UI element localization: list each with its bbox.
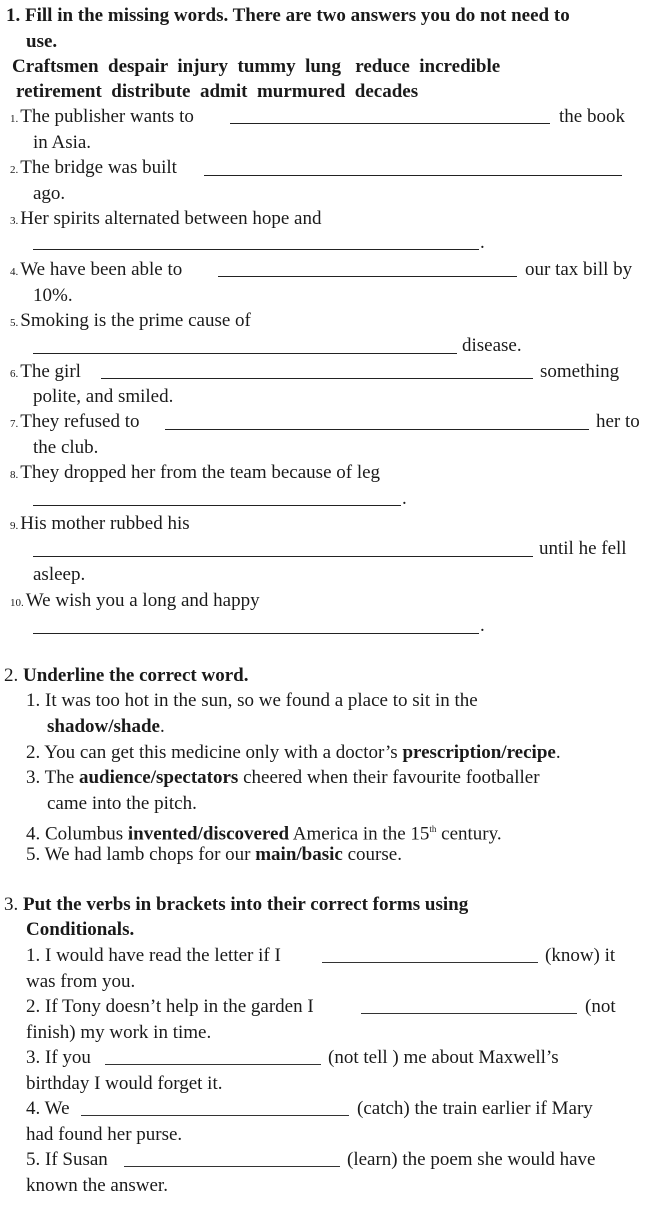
s1-item-3: 3. Her spirits alternated between hope and — [10, 208, 322, 229]
s1-item-5: 5. Smoking is the prime cause of — [10, 310, 251, 331]
s3-item-3-cont: birthday I would forget it. — [26, 1073, 223, 1094]
s3-item-5: 5. If Susan — [26, 1149, 108, 1170]
s1-item-9: 9. His mother rubbed his — [10, 513, 190, 534]
s1-item-5-after: disease. — [462, 335, 522, 356]
s3-item-3-hint: (not tell ) me about Maxwell’s — [328, 1047, 559, 1068]
s3-item-5-hint: (learn) the poem she would have — [347, 1149, 596, 1170]
s1-item-4-after: our tax bill by — [525, 259, 633, 280]
s1-item-6-after: something — [540, 361, 620, 382]
s1-item-7-blank[interactable] — [165, 429, 589, 430]
s3-item-4-hint: (catch) the train earlier if Mary — [357, 1098, 593, 1119]
s1-item-6-blank[interactable] — [101, 378, 533, 379]
s1-item-5-blank[interactable] — [33, 353, 457, 354]
s1-item-2: 2. The bridge was built — [10, 157, 177, 178]
s2-item-1: 1. It was too hot in the sun, so we found a place to sit in the — [26, 690, 478, 711]
s1-item-7-after: her to — [596, 411, 640, 432]
section1-heading-cont: use. — [26, 31, 58, 52]
s1-item-9-cont: asleep. — [33, 564, 86, 585]
section3-heading-cont: Conditionals. — [26, 919, 135, 940]
s2-item-1-choice[interactable]: shadow/shade — [47, 716, 160, 737]
s3-item-4-cont: had found her purse. — [26, 1124, 183, 1145]
s1-item-3-blank[interactable] — [33, 249, 479, 250]
s1-item-2-blank[interactable] — [204, 175, 622, 176]
s1-item-1-blank[interactable] — [230, 123, 550, 124]
s3-item-2: 2. If Tony doesn’t help in the garden I — [26, 996, 314, 1017]
s1-item-8-dot: . — [402, 488, 407, 509]
section1-heading: 1. Fill in the missing words. There are two answers you do not need to — [6, 5, 570, 26]
s3-item-1-hint: (know) it — [545, 945, 616, 966]
s3-item-1-cont: was from you. — [26, 971, 136, 992]
s2-item-4-choice[interactable]: invented/discovered — [127, 823, 290, 845]
s1-item-1: 1. The publisher wants to — [10, 106, 194, 127]
s3-item-1: 1. I would have read the letter if I — [26, 945, 281, 966]
s2-item-3-cont: came into the pitch. — [47, 793, 197, 814]
s3-item-4-blank[interactable] — [81, 1115, 349, 1116]
s1-item-1-cont: in Asia. — [33, 132, 92, 153]
s1-item-7-cont: the club. — [33, 437, 99, 458]
s3-item-3-blank[interactable] — [105, 1064, 321, 1065]
s1-item-4-blank[interactable] — [218, 276, 517, 277]
s1-item-4: 4. We have been able to — [10, 259, 183, 280]
s1-item-9-blank[interactable] — [33, 556, 533, 557]
s2-item-5: 5. We had lamb chops for our main/basic course. — [26, 844, 402, 865]
s3-item-2-cont: finish) my work in time. — [26, 1022, 212, 1043]
s3-item-2-hint: (not — [585, 996, 616, 1017]
s3-item-2-blank[interactable] — [361, 1013, 577, 1014]
s2-item-3: 3. The audience/spectators cheered when their favourite footballer — [26, 767, 540, 788]
s1-item-2-cont: ago. — [33, 183, 66, 204]
s1-item-7: 7. They refused to — [10, 411, 140, 432]
s1-item-10-blank[interactable] — [33, 633, 479, 634]
s1-item-3-dot: . — [480, 232, 485, 253]
word-bank-line-2: retirement distribute admit murmured decades — [16, 81, 419, 102]
section2-heading: 2. Underline the correct word. — [4, 665, 249, 686]
s1-item-6: 6. The girl — [10, 361, 81, 382]
s1-item-8: 8. They dropped her from the team because of leg — [10, 462, 381, 483]
section3-heading: 3. Put the verbs in brackets into their correct forms using — [4, 894, 469, 915]
s1-item-10-dot: . — [480, 615, 485, 636]
word-bank-line-1: Craftsmen despair injury tummy lung reduce incredible — [12, 56, 501, 77]
s2-item-4: 4. Columbus invented/discovered America in the 15th century. — [26, 823, 502, 845]
s1-item-8-blank[interactable] — [33, 505, 401, 506]
s2-item-1-cont: shadow/shade. — [47, 716, 165, 737]
s1-item-9-after: until he fell — [539, 538, 627, 559]
s3-item-5-blank[interactable] — [124, 1166, 340, 1167]
s3-item-4: 4. We — [26, 1098, 70, 1119]
s3-item-5-cont: known the answer. — [26, 1175, 168, 1196]
s2-item-3-choice[interactable]: audience/spectators — [78, 767, 239, 788]
s2-item-2-choice[interactable]: prescription/recipe — [402, 742, 556, 763]
s1-item-1-after: the book — [559, 106, 625, 127]
s2-item-2: 2. You can get this medicine only with a doctor’s prescription/recipe. — [26, 742, 561, 763]
s1-item-10: 10. We wish you a long and happy — [10, 590, 260, 611]
s3-item-1-blank[interactable] — [322, 962, 538, 963]
s2-item-5-choice[interactable]: main/basic — [255, 844, 343, 865]
s3-item-3: 3. If you — [26, 1047, 91, 1068]
s1-item-6-cont: polite, and smiled. — [33, 386, 174, 407]
s1-item-4-cont: 10%. — [33, 285, 73, 306]
